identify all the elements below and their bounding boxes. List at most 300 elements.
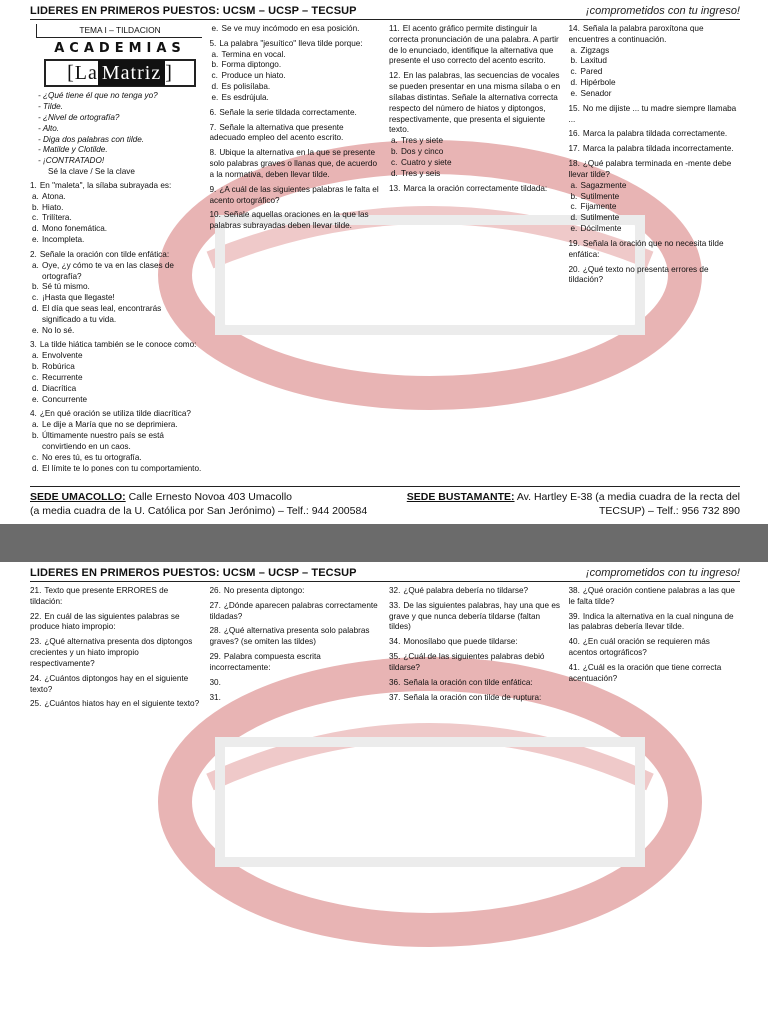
question-text: Indica la alternativa en la cual ninguna de las palabras debería llevar tilde. xyxy=(568,611,734,632)
answer-option xyxy=(570,202,741,213)
question-item xyxy=(389,693,561,704)
question-text: Ubique la alternativa en la que se presente solo palabras graves o llanas que, de acuerdo a la normativa, deben llevar tilde. xyxy=(209,148,377,179)
option-letter: d. xyxy=(211,82,219,92)
question-text: ¿Cuál de las siguientes palabras debió tildarse? xyxy=(389,652,545,672)
option-list xyxy=(389,136,561,179)
option-text: Le dije a María que no se deprimiera. xyxy=(42,420,178,430)
question-number: 18. xyxy=(568,159,580,169)
question-item xyxy=(210,601,382,623)
question-list xyxy=(389,24,561,194)
option-letter: b. xyxy=(32,362,39,372)
footer-left-line2: (a media cuadra de la U. Católica por San Jerónimo) – Telf.: 944 200584 xyxy=(30,505,368,517)
question-item xyxy=(569,104,741,126)
option-letter: b. xyxy=(391,147,398,157)
option-text: Fijamente xyxy=(580,202,617,212)
option-letter: c. xyxy=(32,213,39,223)
question-text: En cuál de las siguientes palabras se produce hiato impropio: xyxy=(30,611,180,632)
page-header xyxy=(30,562,740,582)
question-item xyxy=(569,265,741,287)
answer-option xyxy=(32,372,202,384)
option-letter: a. xyxy=(32,351,39,361)
question-stem xyxy=(210,185,382,207)
question-text: ¿Cuántos diptongos hay en el siguiente texto? xyxy=(30,673,189,694)
question-stem xyxy=(569,159,741,181)
question-text: ¿A cuál de las siguientes palabras le falta el acento ortográfico? xyxy=(209,184,379,205)
answer-option xyxy=(391,157,561,169)
dialog-line: - ¿Qué tiene él que no tenga yo? xyxy=(38,91,158,101)
question-number: 33. xyxy=(389,600,401,610)
question-number: 13. xyxy=(389,183,401,193)
question-number: 17. xyxy=(568,144,580,154)
question-text: Marca la palabra tildada correctamente. xyxy=(582,129,728,139)
option-letter: b. xyxy=(32,431,39,441)
question-text: Texto que presente ERRORES de tildación: xyxy=(30,586,169,606)
option-letter: d. xyxy=(32,383,39,393)
option-text: El límite te lo pones con tu comportamiento. xyxy=(42,463,202,473)
question-item xyxy=(389,678,561,689)
answer-option xyxy=(391,168,561,180)
question-number: 35. xyxy=(389,652,401,662)
question-number: 41. xyxy=(568,662,580,672)
question-stem xyxy=(210,601,382,623)
option-text: Laxitud xyxy=(580,56,607,66)
option-letter: c. xyxy=(32,372,39,382)
answer-option xyxy=(391,136,561,147)
answer-option xyxy=(32,191,202,203)
option-text: No lo sé. xyxy=(42,325,75,335)
answer-option xyxy=(211,49,382,61)
option-text: Termina en vocal. xyxy=(221,49,286,59)
answer-option xyxy=(570,180,741,192)
logo-la: La xyxy=(74,62,98,85)
question-stem xyxy=(30,181,202,192)
question-number: 36. xyxy=(389,677,401,687)
question-stem xyxy=(389,71,561,136)
question-number: 31. xyxy=(209,692,221,702)
option-text: ¡Hasta que llegaste! xyxy=(42,293,115,303)
option-letter: b. xyxy=(570,56,578,66)
option-list xyxy=(569,181,741,235)
option-letter: b. xyxy=(570,191,578,201)
dialog-last-line: Sé la clave / Se la clave xyxy=(48,167,135,177)
question-stem xyxy=(569,663,741,685)
question-stem xyxy=(30,612,202,634)
column-4 xyxy=(569,586,741,1020)
question-item xyxy=(210,123,382,145)
question-number: 12. xyxy=(389,71,401,81)
question-list xyxy=(569,586,741,685)
question-stem xyxy=(30,250,202,261)
footer-left-text: Calle Ernesto Novoa 403 Umacollo xyxy=(128,491,293,503)
option-text: Oye, ¿y cómo te va en las clases de ortografía? xyxy=(42,260,174,281)
answer-option xyxy=(32,383,202,395)
question-item xyxy=(210,693,382,704)
question-stem xyxy=(389,601,561,633)
question-text: Monosílabo que puede tildarse: xyxy=(403,637,518,647)
question-item xyxy=(30,699,202,710)
question-item xyxy=(210,678,382,689)
option-letter: c. xyxy=(570,202,577,212)
option-text: Produce un hiato. xyxy=(221,71,286,81)
option-text: Hipérbole xyxy=(580,78,616,88)
question-item xyxy=(389,184,561,195)
column-3 xyxy=(389,586,561,1020)
question-text: ¿Qué oración contiene palabras a las que le falta tilde? xyxy=(568,586,735,606)
option-list xyxy=(30,351,202,405)
question-item xyxy=(569,612,741,634)
option-text: Forma diptongo. xyxy=(221,60,282,70)
question-stem xyxy=(389,637,561,648)
question-text: Marca la oración correctamente tildada: xyxy=(403,183,548,193)
question-number: 20. xyxy=(568,264,580,274)
option-text: Es esdrújula. xyxy=(221,92,269,102)
dialog-line: - Matilde y Clotilde. xyxy=(38,145,108,155)
question-text: ¿Qué palabra debería no tildarse? xyxy=(403,586,529,595)
question-stem xyxy=(30,637,202,669)
option-list xyxy=(210,50,382,104)
question-number: 25. xyxy=(30,699,42,709)
option-list xyxy=(569,46,741,100)
option-text: Sutilmente xyxy=(580,191,620,201)
question-number: 2. xyxy=(30,249,37,259)
question-number: 23. xyxy=(30,637,42,647)
answer-option xyxy=(211,82,382,93)
question-item xyxy=(30,250,202,337)
logo-la-matriz xyxy=(44,59,196,87)
option-text: Trilítera. xyxy=(42,213,72,223)
footer-left-label: SEDE UMACOLLO: xyxy=(30,491,126,503)
option-text: Envolvente xyxy=(42,351,83,361)
answer-option xyxy=(32,213,202,224)
question-stem xyxy=(30,340,202,351)
question-item xyxy=(210,586,382,597)
option-letter: d. xyxy=(32,463,39,473)
answer-option xyxy=(32,394,202,406)
question-item xyxy=(569,24,741,100)
question-number: 16. xyxy=(568,129,580,139)
question-item xyxy=(210,626,382,648)
option-list xyxy=(30,192,202,246)
dialog-line: - Tilde. xyxy=(38,102,63,112)
question-number: 8. xyxy=(209,148,217,158)
option-text: Robúrica xyxy=(42,362,75,372)
footer-right xyxy=(407,491,740,517)
answer-option xyxy=(32,282,202,293)
question-stem xyxy=(210,693,382,704)
question-number: 5. xyxy=(209,38,217,48)
question-item xyxy=(569,239,741,261)
question-text: En "maleta", la sílaba subrayada es: xyxy=(39,180,172,190)
logo-bracket-right: ] xyxy=(165,62,173,85)
question-number: 9. xyxy=(209,184,217,194)
question-text: ¿Qué alternativa presenta solo palabras graves? (se omiten las tildes) xyxy=(209,626,370,647)
question-item xyxy=(569,586,741,608)
answer-option xyxy=(32,351,202,362)
column-1 xyxy=(30,586,202,1020)
question-stem xyxy=(389,24,561,67)
question-number: 27. xyxy=(209,600,221,610)
option-letter: b. xyxy=(32,202,39,212)
question-number: 30. xyxy=(209,677,221,687)
option-letter: a. xyxy=(32,260,39,270)
option-text: Atona. xyxy=(42,191,66,201)
answer-option xyxy=(570,88,741,100)
question-text: Señala la palabra paroxítona que encuentres a continuación. xyxy=(568,24,704,44)
question-text: ¿Cuál es la oración que tiene correcta acentuación? xyxy=(568,662,722,683)
question-stem xyxy=(389,184,561,195)
column-1 xyxy=(30,24,202,486)
question-number: 24. xyxy=(30,673,42,683)
question-item xyxy=(210,210,382,232)
question-text: ¿En cuál oración se requieren más acentos ortográficos? xyxy=(568,637,710,658)
option-letter: e. xyxy=(32,394,39,404)
question-text: Palabra compuesta escrita incorrectamente: xyxy=(209,652,321,672)
answer-option xyxy=(32,293,202,304)
question-stem xyxy=(210,626,382,648)
question-number: 32. xyxy=(389,586,401,595)
question-item xyxy=(389,637,561,648)
question-stem xyxy=(569,239,741,261)
option-letter: e. xyxy=(570,224,578,234)
option-text: Zigzags xyxy=(580,45,610,55)
option-text: Dócilmente xyxy=(580,224,622,234)
logo-matriz: Matriz xyxy=(98,60,165,86)
option-letter: e. xyxy=(32,235,39,245)
option-letter: d. xyxy=(32,224,39,234)
question-text: No me dijiste ... tu madre siempre llamaba ... xyxy=(568,103,737,124)
option-text: Dos y cinco xyxy=(401,147,444,157)
option-letter: c. xyxy=(391,157,398,167)
question-item xyxy=(210,185,382,207)
academy-logo xyxy=(44,40,196,87)
footer-right-label: SEDE BUSTAMANTE: xyxy=(406,491,515,503)
question-stem xyxy=(569,637,741,659)
option-text: Sé tú mismo. xyxy=(42,282,90,292)
option-letter: a. xyxy=(32,191,39,201)
question-item xyxy=(389,24,561,67)
question-item xyxy=(389,71,561,179)
option-text: Tres y seis xyxy=(401,168,441,178)
header-right: ¡comprometidos con tu ingreso! xyxy=(585,567,740,579)
logo-bracket-left: [ xyxy=(67,62,75,85)
option-text: Hiato. xyxy=(42,202,64,212)
question-text: Señale la serie tildada correctamente. xyxy=(219,107,357,117)
question-stem xyxy=(210,123,382,145)
question-text: Marca la palabra tildada incorrectamente. xyxy=(582,144,734,154)
option-letter: b. xyxy=(211,60,219,70)
question-list xyxy=(569,24,741,286)
question-number: 34. xyxy=(389,637,401,647)
dialog-line: - Diga dos palabras con tilde. xyxy=(38,134,145,144)
header-right: ¡comprometidos con tu ingreso! xyxy=(585,5,740,17)
question-number: 1. xyxy=(30,180,37,190)
option-text: Pared xyxy=(580,67,603,77)
question-list xyxy=(210,586,382,703)
option-text: Senador xyxy=(580,88,612,98)
question-text: Señale la alternativa que presente adecuado empleo del acento escrito. xyxy=(209,122,344,143)
question-item xyxy=(210,108,382,119)
question-text: Señala la oración con tilde enfática: xyxy=(403,677,533,687)
topic-title: TEMA I – TILDACION xyxy=(36,24,202,38)
question-number: 10. xyxy=(209,210,221,220)
answer-option xyxy=(32,303,202,326)
question-stem xyxy=(569,612,741,634)
option-text: Tres y siete xyxy=(401,136,444,146)
dialog-line: - Alto. xyxy=(38,123,60,133)
option-text: Es polisílaba. xyxy=(221,82,271,92)
answer-option xyxy=(32,325,202,337)
option-text: Se ve muy incómodo en esa posición. xyxy=(221,24,360,33)
option-text: Recurrente xyxy=(42,372,83,382)
question-stem xyxy=(389,652,561,674)
option-list xyxy=(30,261,202,337)
option-letter: a. xyxy=(570,45,578,55)
footer-right-text: Av. Hartley E-38 (a media cuadra de la recta del xyxy=(516,491,740,503)
answer-option xyxy=(32,452,202,464)
question-text: ¿En qué oración se utiliza tilde diacrítica? xyxy=(39,409,191,419)
question-item xyxy=(569,159,741,235)
question-number: 11. xyxy=(389,24,400,33)
dialog-line: - ¿Nivel de ortografía? xyxy=(38,112,120,122)
option-text: El día que seas leal, encontrarás significado a tu vida. xyxy=(42,303,162,324)
question-text: ¿Qué palabra terminada en -mente debe llevar tilde? xyxy=(568,159,732,179)
question-item xyxy=(30,409,202,474)
answer-option xyxy=(570,191,741,203)
question-number: 26. xyxy=(209,586,221,595)
header-left: LIDERES EN PRIMEROS PUESTOS: UCSM – UCSP – TECSUP xyxy=(30,5,357,17)
column-2 xyxy=(210,24,382,486)
question-item xyxy=(30,674,202,696)
question-number: 15. xyxy=(568,103,580,113)
option-letter: d. xyxy=(570,213,578,223)
question-item xyxy=(389,601,561,633)
question-item xyxy=(569,144,741,155)
question-stem xyxy=(210,678,382,689)
question-columns xyxy=(30,24,740,486)
question-number: 28. xyxy=(209,626,221,636)
option-letter: e. xyxy=(211,92,219,102)
question-number: 19. xyxy=(568,238,580,248)
answer-option xyxy=(570,56,741,67)
question-number: 3. xyxy=(30,340,37,350)
option-letter: d. xyxy=(391,168,398,178)
question-text: ¿Cuántos hiatos hay en el siguiente texto? xyxy=(44,699,200,709)
option-letter: a. xyxy=(32,420,39,430)
question-stem xyxy=(569,265,741,287)
question-stem xyxy=(569,129,741,140)
option-letter: a. xyxy=(570,180,578,190)
option-text: No eres tú, es tu ortografía. xyxy=(42,452,142,462)
question-stem xyxy=(389,586,561,597)
answer-option xyxy=(570,224,741,235)
option-letter: d. xyxy=(570,78,578,88)
answer-option xyxy=(32,362,202,373)
question-item xyxy=(30,181,202,246)
question-stem xyxy=(30,699,202,710)
question-text: Señale la oración con tilde enfática: xyxy=(39,249,170,259)
question-stem xyxy=(210,652,382,674)
question-number: 14. xyxy=(568,24,580,33)
question-number: 22. xyxy=(30,611,42,621)
question-item xyxy=(210,652,382,674)
logo-academias: ACADEMIAS xyxy=(54,41,186,57)
page-header xyxy=(30,0,740,20)
question-number: 40. xyxy=(568,637,580,647)
question-stem xyxy=(569,24,741,46)
question-stem xyxy=(30,674,202,696)
question-number: 21. xyxy=(30,586,42,595)
question-item xyxy=(569,637,741,659)
option-text: Últimamente nuestro país se está convirtiendo en un caos. xyxy=(42,431,164,451)
option-letter: e. xyxy=(32,325,39,335)
answer-option xyxy=(32,431,202,453)
answer-option xyxy=(32,463,202,475)
question-number: 39. xyxy=(568,611,580,621)
question-columns xyxy=(30,586,740,1020)
answer-option xyxy=(32,260,202,283)
dialog-line: - ¡CONTRATADO! xyxy=(38,156,105,166)
option-list xyxy=(30,420,202,474)
option-list xyxy=(210,24,382,35)
option-text: Mono fonemática. xyxy=(42,224,108,234)
option-text: Incompleta. xyxy=(42,235,85,245)
column-3 xyxy=(389,24,561,486)
answer-option xyxy=(211,24,382,35)
question-stem xyxy=(30,409,202,420)
header-left: LIDERES EN PRIMEROS PUESTOS: UCSM – UCSP – TECSUP xyxy=(30,567,357,579)
question-item xyxy=(210,39,382,104)
option-letter: b. xyxy=(32,282,39,292)
column-4 xyxy=(569,24,741,486)
question-text: Señala la oración que no necesita tilde enfática: xyxy=(568,238,724,259)
question-number: 6. xyxy=(209,107,217,117)
answer-option xyxy=(570,67,741,78)
question-stem xyxy=(210,148,382,180)
question-stem xyxy=(569,104,741,126)
question-item xyxy=(569,663,741,685)
option-letter: c. xyxy=(32,452,39,462)
option-letter: c. xyxy=(32,293,39,303)
question-text: Señale aquellas oraciones en la que las palabras subrayadas deben llevar tilde. xyxy=(209,210,369,231)
question-stem xyxy=(210,210,382,232)
option-letter: e. xyxy=(570,88,578,98)
option-letter: e. xyxy=(211,24,219,33)
question-stem xyxy=(569,586,741,608)
question-number: 37. xyxy=(389,692,401,702)
question-item xyxy=(30,612,202,634)
page-footer xyxy=(30,486,740,520)
exam-sheet-2 xyxy=(0,562,768,1024)
question-text: En las palabras, las secuencias de vocales se pueden presentar en una misma sílaba o en sílabas distintas. Señale la alternativa correcta respecto del número de hiatos y diptongos, respectivamente, que presenta el siguiente texto. xyxy=(389,71,561,135)
answer-option xyxy=(570,78,741,89)
answer-option xyxy=(570,45,741,57)
question-item xyxy=(210,24,382,35)
question-item xyxy=(30,586,202,608)
question-item xyxy=(210,148,382,180)
answer-option xyxy=(32,420,202,431)
option-letter: a. xyxy=(391,136,398,146)
answer-option xyxy=(570,213,741,224)
footer-right-line2: TECSUP) – Telf.: 956 732 890 xyxy=(598,505,740,517)
question-stem xyxy=(569,144,741,155)
question-item xyxy=(30,637,202,669)
question-item xyxy=(569,129,741,140)
question-list xyxy=(30,586,202,710)
question-list xyxy=(30,181,202,475)
option-text: Concurrente xyxy=(42,394,88,404)
question-text: El acento gráfico permite distinguir la correcta pronunciación de una palabra. A partir de lo enunciado, identifique la alternativa que presente el uso correcto del acento escrito. xyxy=(389,24,559,66)
option-letter: c. xyxy=(211,71,218,81)
